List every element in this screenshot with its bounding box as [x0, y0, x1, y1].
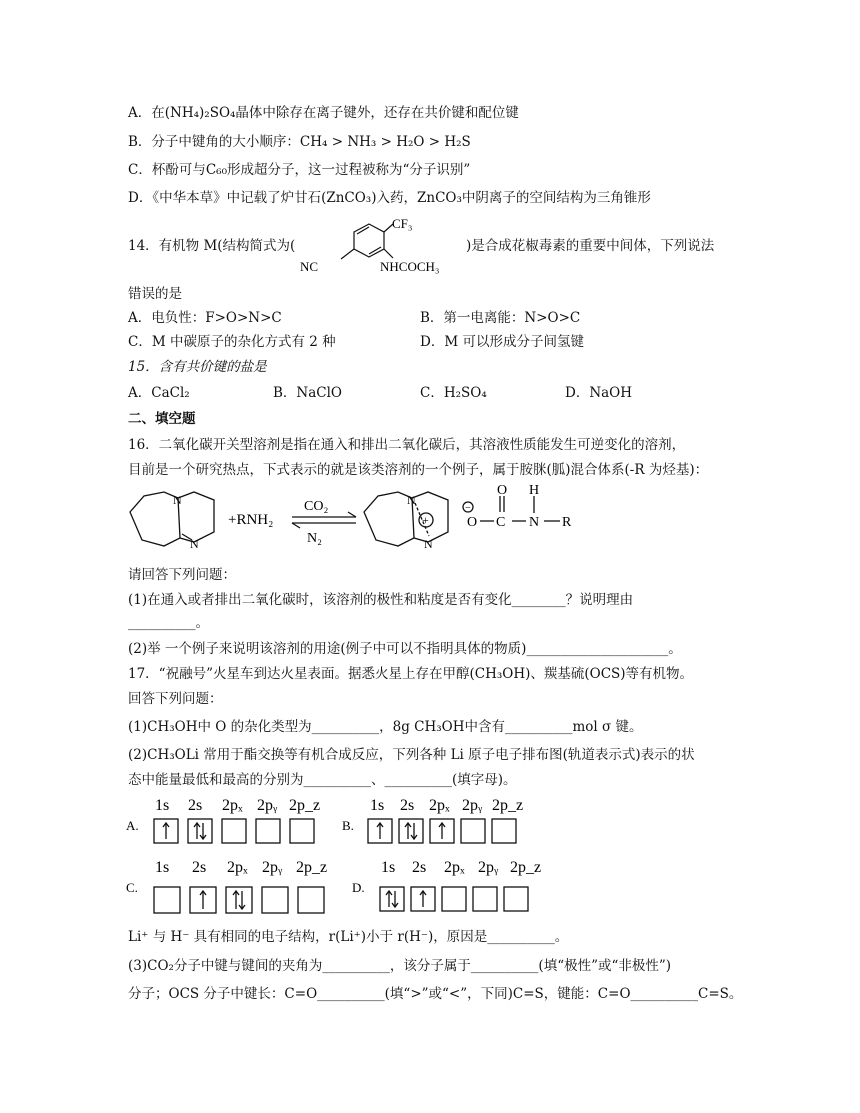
q17-li-line: Li⁺ 与 H⁻ 具有相同的电子结构，r(Li⁺)小于 r(H⁻)，原因是__________。: [128, 929, 569, 945]
q13-option-b: B．分子中键角的大小顺序：CH₄ > NH₃ > H₂O > H₂S: [128, 134, 471, 150]
orbital-c-2px: 2pₓ: [227, 859, 248, 876]
orbital-b-2s: 2s: [400, 797, 415, 814]
co2-label: CO₂: [304, 499, 329, 514]
orbital-diagrams: [124, 792, 544, 922]
q16-line2: 目前是一个研究热点，下式表示的就是该类溶剂的一个例子，属于胺脒(胍)混合体系(-R 为烃基)：: [128, 462, 709, 478]
q16-part1a: (1)在通入或者排出二氧化碳时，该溶剂的极性和粘度是否有变化________？说明理由: [128, 592, 634, 608]
q17-part2a: (2)CH₃OLi 常用于酯交换等有机合成反应，下列各种 Li 原子电子排布图(轨道表示式)表示的状: [128, 747, 695, 763]
orbital-a-2s: 2s: [188, 797, 203, 814]
r-label: R: [562, 515, 572, 530]
q15-option-a: A．CaCl₂: [128, 385, 190, 401]
q14-option-d: D．M 可以形成分子间氢键: [420, 334, 584, 350]
q16-part1b: __________。: [128, 615, 209, 631]
orbital-d-2py: 2pᵧ: [478, 859, 499, 876]
nhcoch3-label: NHCOCH₃: [380, 259, 440, 274]
orbital-a-1s: 1s: [155, 797, 170, 814]
orbital-b-2py: 2pᵧ: [462, 797, 483, 814]
n2-label: N₂: [307, 531, 322, 546]
minus-charge: −: [465, 503, 471, 514]
q14-option-b: B．第一电离能：N>O>C: [420, 310, 581, 326]
q14-stem-right: )是合成花椒毒素的重要中间体，下列说法: [466, 238, 715, 254]
orbital-c-2py: 2pᵧ: [262, 859, 283, 876]
q16-prompt: 请回答下列问题：: [128, 567, 236, 583]
n-label-3: N: [407, 493, 416, 507]
orbital-c-1s: 1s: [155, 859, 170, 876]
orbital-d: [352, 859, 541, 911]
reagent-label: +RNH₂: [228, 512, 274, 528]
orbital-b: [342, 797, 523, 843]
orbital-d-2pz: 2p_z: [510, 859, 542, 876]
q17-part3a: (3)CO₂分子中键与键间的夹角为__________，该分子属于__________(填“极性”或“非极性”): [128, 958, 672, 974]
orbital-b-2pz: 2p_z: [492, 797, 524, 814]
q17-line1: 17．“祝融号”火星车到达火星表面。据悉火星上存在甲醇(CH₃OH)、羰基硫(OCS)等有机物。: [128, 666, 694, 682]
q14-stem-left: 14．有机物 M(结构简式为(: [128, 238, 296, 254]
orbital-d-2px: 2pₓ: [444, 859, 465, 876]
structure-m: [296, 212, 466, 280]
q15-option-c: C．H₂SO₄: [420, 385, 487, 401]
q15-option-d: D．NaOH: [565, 385, 633, 401]
orbital-d-2s: 2s: [412, 859, 427, 876]
n-label-5: N: [529, 515, 540, 530]
orbital-c-letter: C.: [126, 880, 138, 895]
n-label-1: N: [173, 493, 182, 507]
cf3-label: CF₃: [392, 216, 413, 231]
orbital-a-2px: 2pₓ: [222, 797, 243, 814]
q15-stem: 15．含有共价键的盐是: [128, 359, 267, 375]
orbital-c-2s: 2s: [192, 859, 207, 876]
n-label-4: N: [424, 537, 433, 551]
q17-part3b: 分子；OCS 分子中键长：C=O__________(填“>”或“<”，下同)C=S，键能：C=O__________C=S。: [128, 986, 743, 1002]
orbital-b-1s: 1s: [370, 797, 385, 814]
o-label-2: O: [497, 483, 508, 498]
o-label-1: O: [467, 515, 478, 530]
reaction-diagram: [124, 482, 584, 562]
orbital-b-letter: B.: [342, 818, 354, 833]
q16-part2: (2)举 一个例子来说明该溶剂的用途(例子中可以不指明具体的物质)_____________________。: [128, 641, 682, 657]
q14-stem-cont: 错误的是: [128, 286, 182, 302]
orbital-b-2px: 2pₓ: [429, 797, 450, 814]
orbital-c-2pz: 2p_z: [296, 859, 328, 876]
section-heading: 二、填空题: [128, 411, 196, 427]
q15-option-b: B．NaClO: [273, 385, 342, 401]
orbital-d-letter: D.: [352, 880, 365, 895]
q16-line1: 16．二氧化碳开关型溶剂是指在通入和排出二氧化碳后，其溶液性质能发生可逆变化的溶剂，: [128, 437, 686, 453]
orbital-a-letter: A.: [126, 818, 139, 833]
nc-label: NC: [300, 259, 319, 274]
q13-option-d: D．《中华本草》中记载了炉甘石(ZnCO₃)入药，ZnCO₃中阴离子的空间结构为三角锥形: [128, 190, 651, 206]
q13-option-a: A．在(NH₄)₂SO₄晶体中除存在离子键外，还存在共价键和配位键: [128, 105, 519, 121]
q13-option-c: C．杯酚可与C₆₀形成超分子，这一过程被称为“分子识别”: [128, 162, 471, 178]
n-label-2: N: [190, 537, 199, 551]
q14-option-a: A．电负性：F>O>N>C: [128, 310, 282, 326]
plus-charge: +: [422, 513, 429, 527]
q17-line2: 回答下列问题：: [128, 691, 223, 707]
c-label: C: [496, 515, 506, 530]
orbital-a-2py: 2pᵧ: [257, 797, 278, 814]
orbital-a: [126, 797, 320, 843]
h-label: H: [529, 483, 540, 498]
orbital-d-1s: 1s: [381, 859, 396, 876]
orbital-c: [126, 859, 327, 913]
q14-option-c: C．M 中碳原子的杂化方式有 2 种: [128, 334, 336, 350]
q17-part2b: 态中能量最低和最高的分别为__________、__________(填字母)。: [128, 772, 517, 788]
q17-part1: (1)CH₃OH中 O 的杂化类型为__________，8g CH₃OH中含有__________mol σ 键。: [128, 719, 643, 735]
orbital-a-2pz: 2p_z: [289, 797, 321, 814]
